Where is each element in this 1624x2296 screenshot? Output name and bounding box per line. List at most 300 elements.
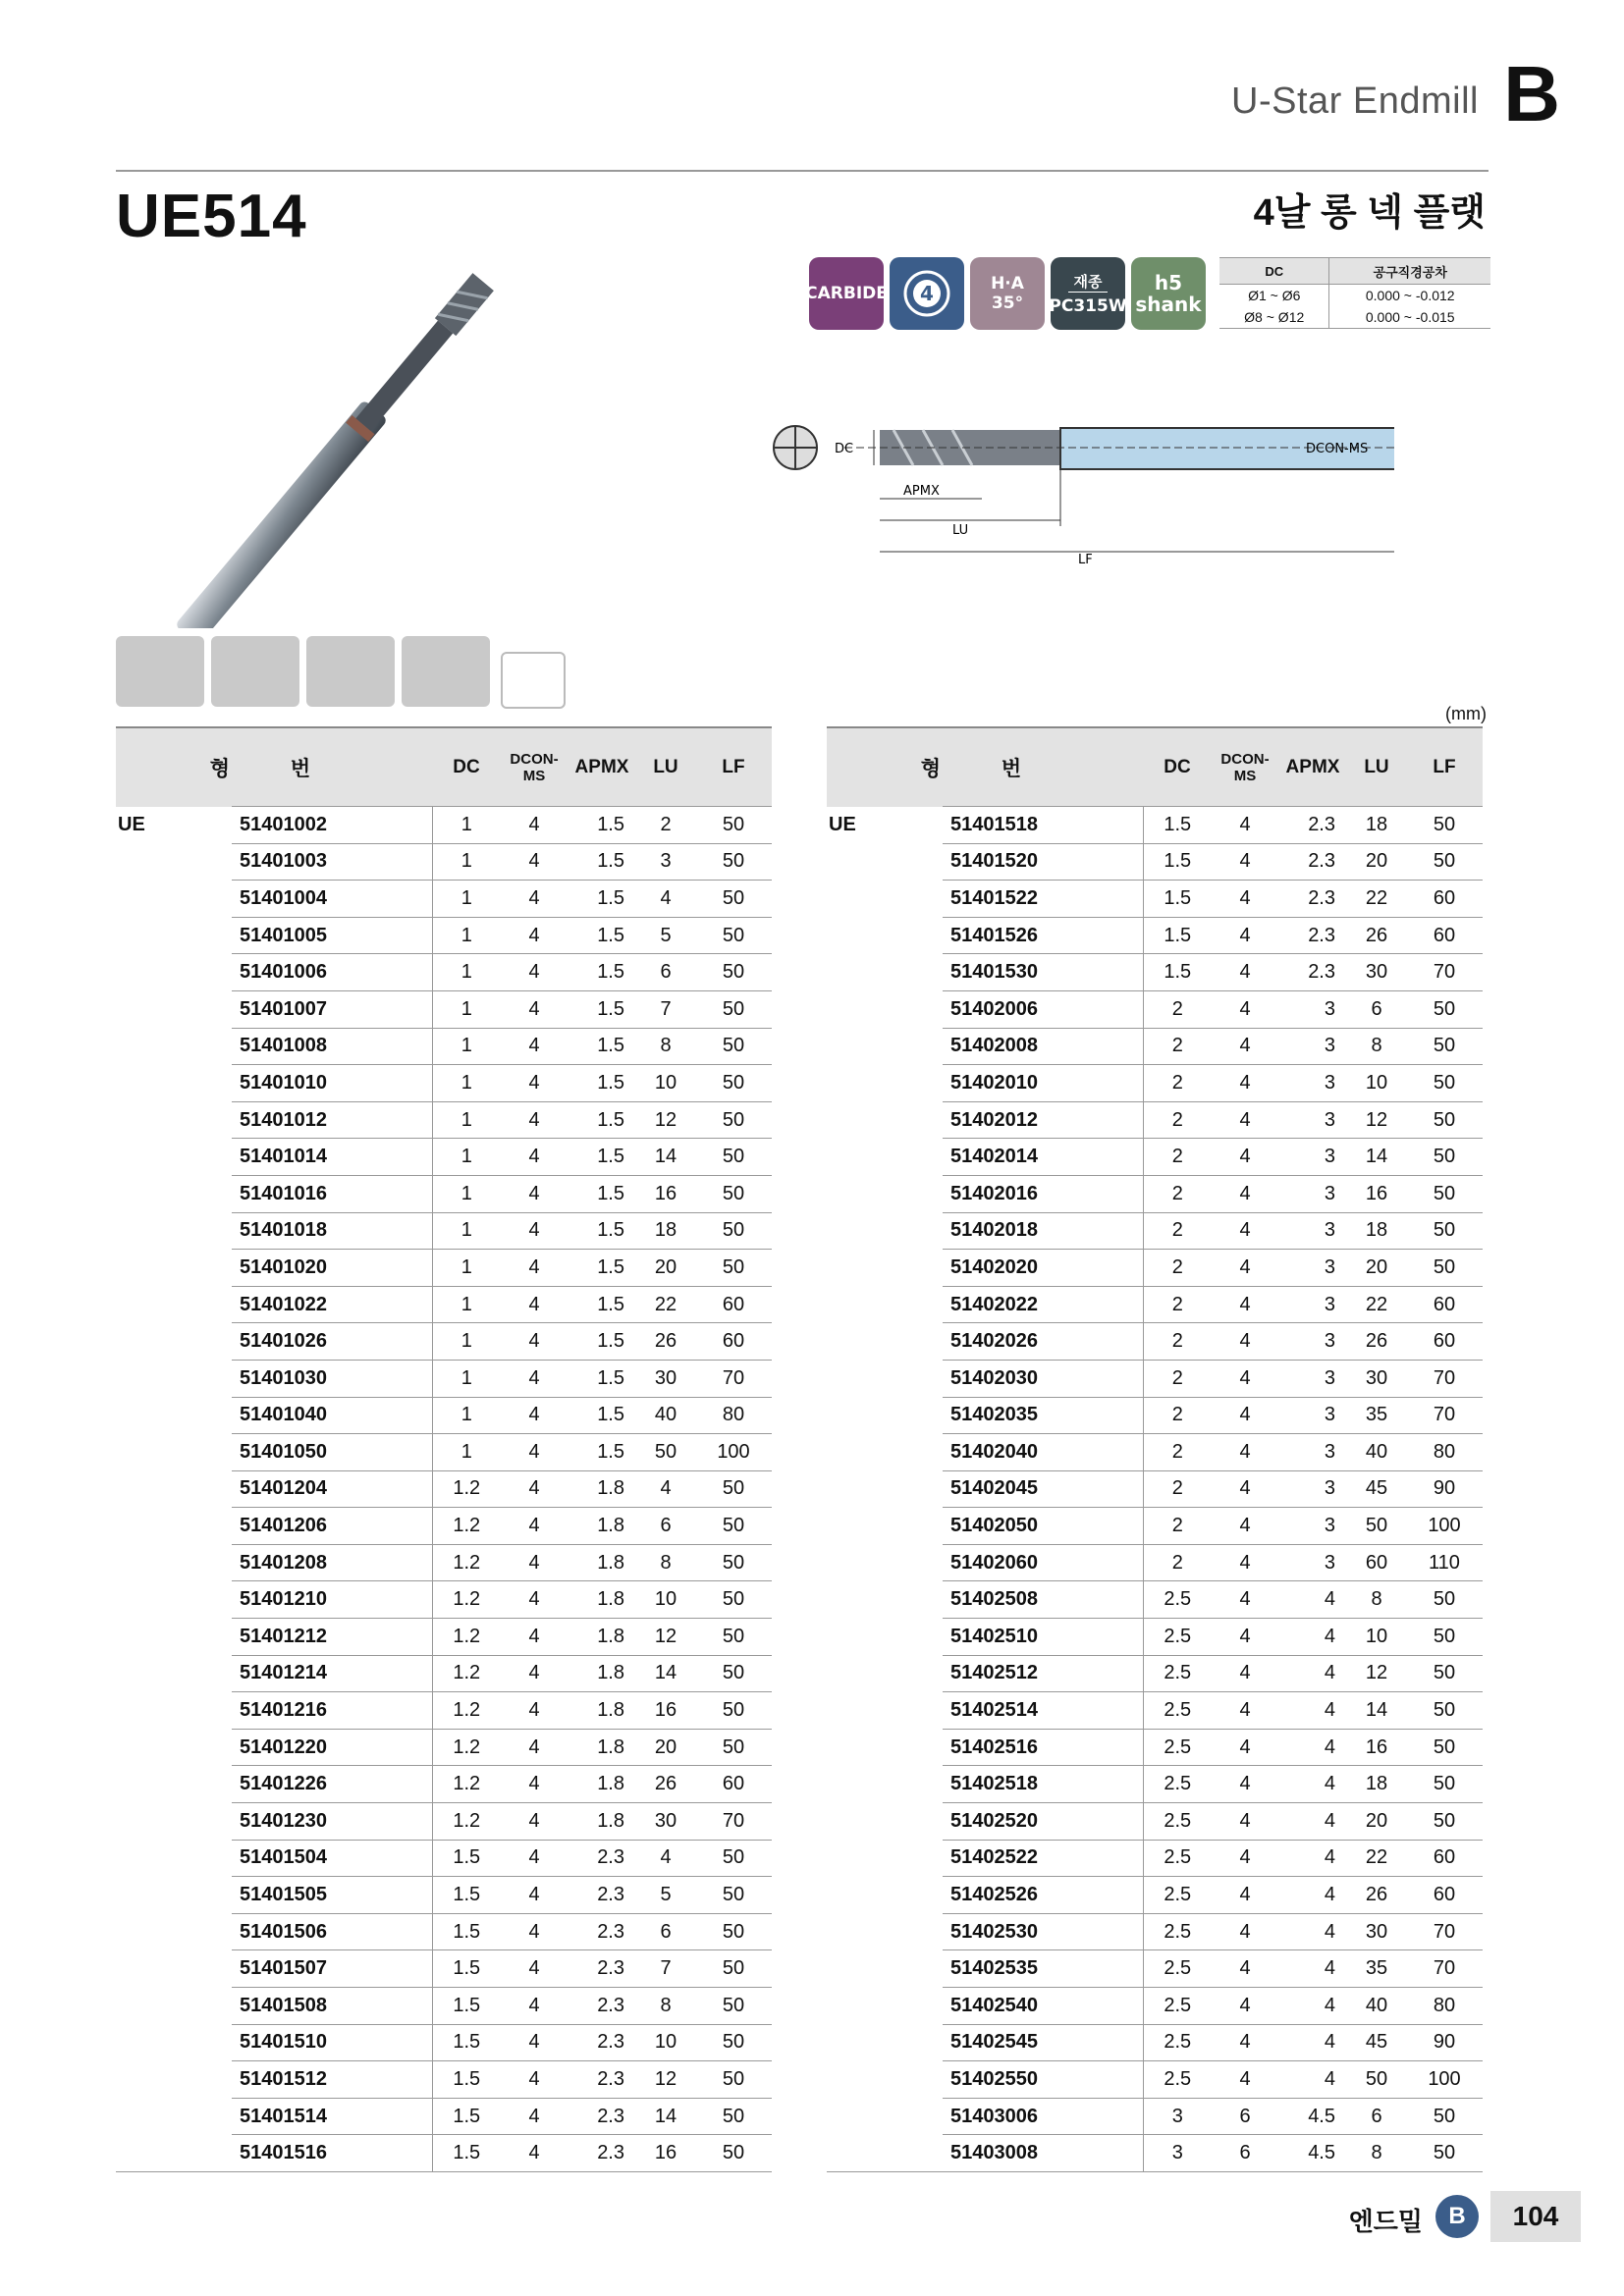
dcon-cell: 4 (1212, 1766, 1278, 1803)
apmx-cell: 3 (1278, 1434, 1347, 1471)
series-cell (827, 1323, 943, 1361)
series-cell (827, 1212, 943, 1250)
header-lf: LF (695, 727, 772, 807)
dc-cell: 1.2 (432, 1692, 501, 1730)
lu-cell: 4 (636, 1470, 695, 1508)
lu-cell: 12 (1347, 1101, 1406, 1139)
dcon-cell: 4 (1212, 990, 1278, 1028)
dcon-cell: 4 (501, 954, 568, 991)
lu-cell: 50 (636, 1434, 695, 1471)
dc-cell: 1.2 (432, 1655, 501, 1692)
code-cell: 51401505 (232, 1877, 432, 1914)
dc-cell: 1.2 (432, 1619, 501, 1656)
table-row (827, 881, 1483, 918)
lu-cell: 20 (636, 1250, 695, 1287)
lf-cell: 50 (1406, 1655, 1483, 1692)
dcon-cell: 4 (1212, 1840, 1278, 1877)
helix-value: 35° (991, 294, 1024, 313)
table-row (116, 1470, 772, 1508)
lf-cell: 50 (1406, 1766, 1483, 1803)
dcon-cell: 6 (1212, 2135, 1278, 2172)
series-cell (827, 917, 943, 954)
series-cell (116, 1250, 232, 1287)
dc-cell: 2 (1143, 1323, 1212, 1361)
lu-cell: 60 (1347, 1544, 1406, 1581)
table-row (116, 2098, 772, 2135)
dcon-cell: 4 (501, 1950, 568, 1988)
apmx-cell: 2.3 (568, 1950, 636, 1988)
code-cell: 51402014 (943, 1139, 1143, 1176)
dc-cell: 2.5 (1143, 1913, 1212, 1950)
table-row (116, 1286, 772, 1323)
lu-cell: 26 (636, 1323, 695, 1361)
lf-cell: 50 (695, 1950, 772, 1988)
endmill-photo (108, 265, 579, 628)
code-cell: 51402545 (943, 2024, 1143, 2061)
series-cell (116, 1397, 232, 1434)
dcon-cell: 4 (501, 1101, 568, 1139)
lf-cell: 50 (1406, 1250, 1483, 1287)
table-row (827, 2061, 1483, 2099)
header-apmx: APMX (568, 727, 636, 807)
table-row (116, 1729, 772, 1766)
apmx-cell: 4 (1278, 1692, 1347, 1730)
table-row (827, 1397, 1483, 1434)
header-lu: LU (636, 727, 695, 807)
series-cell (116, 1692, 232, 1730)
dcon-cell: 4 (1212, 1323, 1278, 1361)
apmx-cell: 3 (1278, 1065, 1347, 1102)
table-row (827, 1913, 1483, 1950)
apmx-cell: 1.5 (568, 807, 636, 844)
code-cell: 51403008 (943, 2135, 1143, 2172)
dc-cell: 1.5 (432, 1877, 501, 1914)
code-cell: 51402018 (943, 1212, 1143, 1250)
code-cell: 51402516 (943, 1729, 1143, 1766)
dc-cell: 2 (1143, 1508, 1212, 1545)
table-row (116, 843, 772, 881)
series-cell (116, 1323, 232, 1361)
table-row (827, 1692, 1483, 1730)
code-cell: 51402012 (943, 1101, 1143, 1139)
lf-cell: 60 (1406, 1877, 1483, 1914)
lf-cell: 50 (695, 1175, 772, 1212)
lu-cell: 10 (636, 1581, 695, 1619)
series-cell (116, 1877, 232, 1914)
dcon-cell: 4 (1212, 917, 1278, 954)
apmx-cell: 1.5 (568, 1175, 636, 1212)
apmx-cell: 4.5 (1278, 2135, 1347, 2172)
code-cell: 51401504 (232, 1840, 432, 1877)
table-row (827, 1139, 1483, 1176)
lf-cell: 60 (1406, 1840, 1483, 1877)
series-cell (827, 1028, 943, 1065)
dc-cell: 2.5 (1143, 1988, 1212, 2025)
dc-cell: 2 (1143, 990, 1212, 1028)
tolerance-range: Ø1 ~ Ø6 (1219, 285, 1329, 307)
series-cell (116, 1581, 232, 1619)
lu-cell: 50 (1347, 1508, 1406, 1545)
lf-label: LF (1078, 553, 1093, 567)
series-cell (116, 1065, 232, 1102)
apmx-cell: 1.8 (568, 1655, 636, 1692)
series-cell (116, 1913, 232, 1950)
table-row (116, 1323, 772, 1361)
lf-cell: 50 (1406, 2135, 1483, 2172)
dc-cell: 2 (1143, 1028, 1212, 1065)
series-cell (116, 1988, 232, 2025)
lu-cell: 6 (636, 954, 695, 991)
lu-cell: 30 (1347, 1913, 1406, 1950)
lu-cell: 14 (636, 1655, 695, 1692)
table-row (116, 1028, 772, 1065)
series-cell (827, 1766, 943, 1803)
lu-cell: 20 (1347, 1803, 1406, 1841)
shank-top: h5 (1154, 271, 1183, 294)
lf-cell: 50 (695, 1729, 772, 1766)
table-row (116, 1360, 772, 1397)
shank-badge (1131, 257, 1206, 330)
series-cell (116, 1766, 232, 1803)
lu-cell: 16 (636, 2135, 695, 2172)
apmx-cell: 2.3 (1278, 881, 1347, 918)
dcon-cell: 4 (501, 1212, 568, 1250)
product-subtitle: 4날 롱 넥 플랫 (1253, 192, 1486, 234)
application-shouldering-icon (306, 636, 395, 707)
dc-cell: 1.5 (1143, 917, 1212, 954)
apmx-cell: 3 (1278, 1360, 1347, 1397)
lf-cell: 50 (1406, 843, 1483, 881)
table-row (116, 1988, 772, 2025)
series-cell (827, 1065, 943, 1102)
lu-cell: 22 (1347, 881, 1406, 918)
apmx-cell: 2.3 (568, 1840, 636, 1877)
apmx-cell: 4 (1278, 1988, 1347, 2025)
lu-cell: 2 (636, 807, 695, 844)
series-cell (827, 1729, 943, 1766)
dc-cell: 1.5 (432, 2024, 501, 2061)
lu-cell: 8 (636, 1988, 695, 2025)
table-row (116, 1840, 772, 1877)
series-cell (116, 1360, 232, 1397)
lu-cell: 18 (1347, 1212, 1406, 1250)
apmx-cell: 2.3 (568, 1988, 636, 2025)
dc-cell: 2 (1143, 1065, 1212, 1102)
dc-cell: 2 (1143, 1360, 1212, 1397)
series-cell (827, 2024, 943, 2061)
flute-count: 4 (920, 282, 934, 305)
dcon-cell: 4 (501, 1470, 568, 1508)
apmx-cell: 2.3 (1278, 843, 1347, 881)
series-cell (116, 1139, 232, 1176)
lf-cell: 50 (695, 1988, 772, 2025)
header-apmx: APMX (1278, 727, 1347, 807)
dcon-cell: 4 (1212, 881, 1278, 918)
lu-cell: 7 (636, 1950, 695, 1988)
lu-cell: 20 (1347, 843, 1406, 881)
apmx-cell: 1.5 (568, 1323, 636, 1361)
lf-cell: 50 (695, 1139, 772, 1176)
header-lu: LU (1347, 727, 1406, 807)
series-cell (116, 1950, 232, 1988)
dcon-cell: 4 (1212, 1360, 1278, 1397)
apmx-cell: 3 (1278, 1101, 1347, 1139)
code-cell: 51401520 (943, 843, 1143, 881)
code-cell: 51402508 (943, 1581, 1143, 1619)
code-cell: 51403006 (943, 2098, 1143, 2135)
code-cell: 51401210 (232, 1581, 432, 1619)
lf-cell: 50 (695, 1470, 772, 1508)
dc-cell: 2.5 (1143, 1619, 1212, 1656)
apmx-cell: 1.5 (568, 843, 636, 881)
coating-value: PC315W (1049, 296, 1127, 316)
apmx-cell: 4 (1278, 1581, 1347, 1619)
lu-cell: 12 (636, 2061, 695, 2099)
header-code: 형 번 (827, 727, 1143, 807)
series-cell (827, 1250, 943, 1287)
dcon-cell: 4 (501, 1286, 568, 1323)
series-cell (827, 1544, 943, 1581)
apmx-cell: 1.5 (568, 1028, 636, 1065)
series-cell (116, 843, 232, 881)
lu-cell: 8 (636, 1544, 695, 1581)
code-cell: 51401514 (232, 2098, 432, 2135)
lf-cell: 90 (1406, 2024, 1483, 2061)
dcon-cell: 4 (1212, 2024, 1278, 2061)
lu-cell: 26 (1347, 1877, 1406, 1914)
dc-cell: 1 (432, 917, 501, 954)
lf-cell: 50 (1406, 1619, 1483, 1656)
dcon-cell: 4 (501, 1877, 568, 1914)
series-cell (116, 1729, 232, 1766)
table-row (827, 1250, 1483, 1287)
table-row (827, 1655, 1483, 1692)
series-cell (116, 1544, 232, 1581)
code-cell: 51401506 (232, 1913, 432, 1950)
code-cell: 51402008 (943, 1028, 1143, 1065)
lf-cell: 50 (695, 1913, 772, 1950)
lu-cell: 6 (1347, 2098, 1406, 2135)
table-row (827, 1065, 1483, 1102)
apmx-cell: 4 (1278, 1803, 1347, 1841)
code-cell: 51402022 (943, 1286, 1143, 1323)
dcon-cell: 4 (1212, 1950, 1278, 1988)
dcon-cell: 4 (1212, 1250, 1278, 1287)
table-row (116, 807, 772, 844)
dc-cell: 1.5 (432, 2098, 501, 2135)
series-cell (827, 1692, 943, 1730)
spec-table-right (827, 726, 1483, 2172)
lf-cell: 50 (1406, 1065, 1483, 1102)
series-cell (827, 1803, 943, 1841)
dc-cell: 1 (432, 1397, 501, 1434)
series-cell (116, 2024, 232, 2061)
code-cell: 51401022 (232, 1286, 432, 1323)
series-cell (827, 2061, 943, 2099)
series-cell (827, 881, 943, 918)
apmx-cell: 2.3 (568, 1913, 636, 1950)
apmx-cell: 3 (1278, 1250, 1347, 1287)
code-cell: 51401012 (232, 1101, 432, 1139)
series-cell (116, 1508, 232, 1545)
lf-cell: 50 (695, 1877, 772, 1914)
apmx-cell: 3 (1278, 1028, 1347, 1065)
header-divider (116, 170, 1489, 172)
code-cell: 51402518 (943, 1766, 1143, 1803)
series-cell (116, 1101, 232, 1139)
apmx-cell: 1.8 (568, 1544, 636, 1581)
dcon-cell: 4 (501, 1803, 568, 1841)
tolerance-range: Ø8 ~ Ø12 (1219, 306, 1329, 329)
apmx-cell: 1.5 (568, 1139, 636, 1176)
apmx-cell: 3 (1278, 1544, 1347, 1581)
series-cell (116, 2135, 232, 2172)
lf-cell: 50 (695, 954, 772, 991)
table-row (827, 1877, 1483, 1914)
apmx-cell: 1.5 (568, 1250, 636, 1287)
helix-angle-badge (970, 257, 1045, 330)
series-cell (827, 1877, 943, 1914)
series-cell (827, 1655, 943, 1692)
table-row (116, 1766, 772, 1803)
lf-cell: 60 (695, 1286, 772, 1323)
dcon-cell: 4 (501, 1175, 568, 1212)
dcon-cell: 4 (501, 2135, 568, 2172)
lu-cell: 50 (1347, 2061, 1406, 2099)
series-cell (827, 1619, 943, 1656)
lu-cell: 3 (636, 843, 695, 881)
series-cell (116, 1655, 232, 1692)
lf-cell: 60 (1406, 917, 1483, 954)
code-cell: 51401220 (232, 1729, 432, 1766)
table-row (116, 1175, 772, 1212)
apmx-cell: 2.3 (568, 2135, 636, 2172)
lf-cell: 50 (1406, 1028, 1483, 1065)
shank-body (175, 400, 388, 628)
lu-cell: 8 (1347, 1581, 1406, 1619)
series-cell: UE (118, 813, 145, 835)
code-cell: 51401003 (232, 843, 432, 881)
lu-cell: 12 (636, 1619, 695, 1656)
catalog-title: U-Star Endmill (1231, 80, 1479, 122)
lf-cell: 50 (695, 1065, 772, 1102)
dcon-cell: 4 (501, 1729, 568, 1766)
series-cell (827, 2098, 943, 2135)
dc-cell: 1 (432, 1360, 501, 1397)
series-cell (827, 1397, 943, 1434)
apmx-cell: 1.5 (568, 917, 636, 954)
dc-cell: 1 (432, 1323, 501, 1361)
series-cell (827, 1988, 943, 2025)
table-row (116, 1065, 772, 1102)
header-dc: DC (1143, 727, 1212, 807)
code-cell: 51401004 (232, 881, 432, 918)
series-cell (116, 1803, 232, 1841)
dcon-cell: 4 (501, 1323, 568, 1361)
code-cell: 51402060 (943, 1544, 1143, 1581)
series-cell (827, 990, 943, 1028)
apmx-cell: 1.8 (568, 1692, 636, 1730)
table-row (827, 1803, 1483, 1841)
lu-cell: 30 (1347, 954, 1406, 991)
code-cell: 51402514 (943, 1692, 1143, 1730)
code-cell: 51402035 (943, 1397, 1143, 1434)
code-cell: 51402020 (943, 1250, 1143, 1287)
dc-cell: 1 (432, 1212, 501, 1250)
table-row (827, 917, 1483, 954)
series-cell (827, 1840, 943, 1877)
lf-cell: 70 (695, 1360, 772, 1397)
code-cell: 51401516 (232, 2135, 432, 2172)
code-cell: 51402526 (943, 1877, 1143, 1914)
lu-cell: 35 (1347, 1397, 1406, 1434)
series-cell (116, 1434, 232, 1471)
dc-cell: 2 (1143, 1470, 1212, 1508)
lf-cell: 50 (695, 1212, 772, 1250)
dcon-cell: 4 (1212, 843, 1278, 881)
series-cell (827, 1950, 943, 1988)
dcon-cell: 4 (501, 990, 568, 1028)
lu-cell: 35 (1347, 1950, 1406, 1988)
code-cell: 51401518 (943, 807, 1143, 844)
lu-cell: 30 (636, 1360, 695, 1397)
table-row (116, 1544, 772, 1581)
apmx-cell: 2.3 (1278, 807, 1347, 844)
dcon-cell: 4 (1212, 1286, 1278, 1323)
dcon-cell: 4 (501, 1988, 568, 2025)
dcon-cell: 4 (501, 1434, 568, 1471)
dc-cell: 1.2 (432, 1581, 501, 1619)
apmx-cell: 1.5 (568, 881, 636, 918)
apmx-cell: 4 (1278, 1619, 1347, 1656)
dc-cell: 2 (1143, 1286, 1212, 1323)
dcon-cell: 4 (1212, 1544, 1278, 1581)
code-cell: 51402550 (943, 2061, 1143, 2099)
application-ribbing-icon (501, 652, 566, 709)
dc-cell: 1.5 (432, 2135, 501, 2172)
table-row (827, 1840, 1483, 1877)
lu-cell: 8 (636, 1028, 695, 1065)
apmx-cell: 2.3 (1278, 917, 1347, 954)
series-cell (827, 2135, 943, 2172)
dc-cell: 1 (432, 1250, 501, 1287)
lf-cell: 50 (1406, 1581, 1483, 1619)
code-cell: 51401014 (232, 1139, 432, 1176)
coating-badge (1051, 257, 1125, 330)
series-cell (827, 1434, 943, 1471)
table-row (827, 1323, 1483, 1361)
dcon-cell: 4 (1212, 1988, 1278, 2025)
lu-cell: 18 (636, 1212, 695, 1250)
apmx-cell: 1.8 (568, 1581, 636, 1619)
table-row (827, 1544, 1483, 1581)
dc-cell: 1.5 (1143, 843, 1212, 881)
series-cell (827, 1139, 943, 1176)
apmx-cell: 4 (1278, 1655, 1347, 1692)
dcon-cell: 4 (1212, 1175, 1278, 1212)
lf-cell: 50 (695, 881, 772, 918)
series-cell (116, 990, 232, 1028)
code-cell: 51401007 (232, 990, 432, 1028)
carbide-badge: CARBIDE (809, 257, 884, 330)
dcon-cell: 4 (501, 1913, 568, 1950)
lf-cell: 50 (1406, 1729, 1483, 1766)
series-cell (827, 1360, 943, 1397)
dc-cell: 2.5 (1143, 1766, 1212, 1803)
code-cell: 51402522 (943, 1840, 1143, 1877)
apmx-cell: 1.5 (568, 1397, 636, 1434)
apmx-cell: 3 (1278, 1397, 1347, 1434)
